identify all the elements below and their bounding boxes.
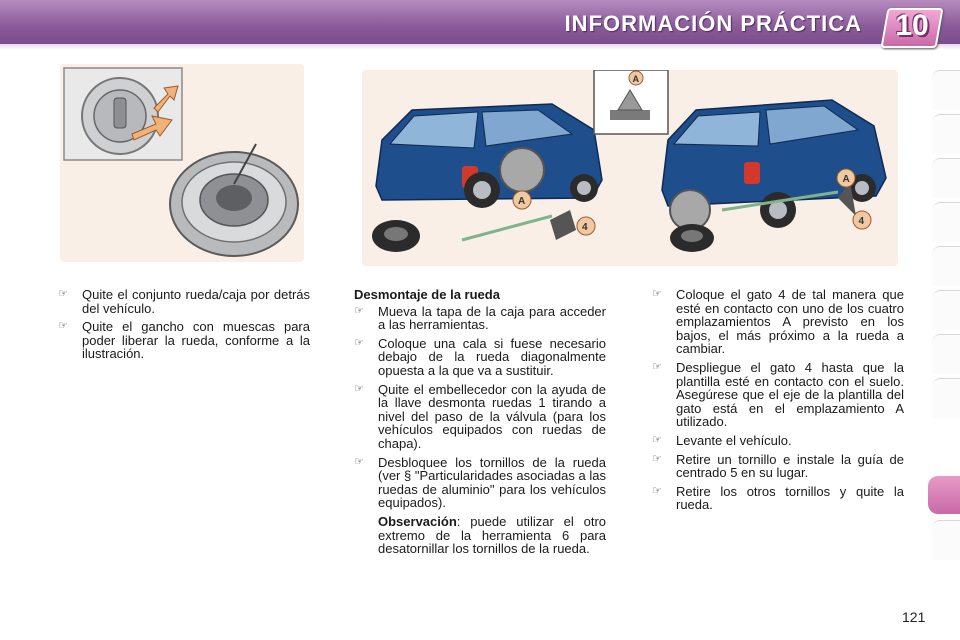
list-item: ☞ Quite el embellecedor con la ayuda de la llave desmonta ruedas 1 tirando a nivel del paso de la válvula (para los vehículos equipados con ruedas de chapa). [354,381,606,451]
chapter-tab-active[interactable] [928,476,960,514]
note-text: : puede utilizar el otro extremo de la herramienta 6 para desatornillar los tornillos de la rueda. [378,513,606,557]
pointing-hand-icon: ☞ [652,484,662,497]
column-3 [652,288,904,517]
list-item: ☞ Desbloquee los tornillos de la rueda (ver § "Particularidades asociadas a las ruedas de aluminio" para los vehículos equipados). [354,454,606,511]
list-item: ☞ Coloque el gato 4 de tal manera que esté en contacto con uno de los cuatro emplazamientos A previsto en los bajos, el más próximo a la rueda a cambiar. [652,287,904,357]
pointing-hand-icon: ☞ [652,433,662,446]
note [354,515,606,556]
chapter-tab[interactable] [932,520,960,560]
spare-wheel-illustration [60,64,304,262]
pointing-hand-icon: ☞ [58,320,68,333]
list-item: ☞ Retire los otros tornillos y quite la rueda. [652,483,904,513]
chapter-tab[interactable] [932,202,960,242]
label-a-inset: A [632,74,639,84]
car-jack-illustration [362,70,898,266]
chapter-tab[interactable] [932,70,960,110]
list-item: ☞ Retire un tornillo e instale la guía de centrado 5 en su lugar. [652,451,904,481]
spare-wheel-icon [60,64,304,262]
page-title: INFORMACIÓN PRÁCTICA [564,11,862,36]
pointing-hand-icon: ☞ [354,382,364,395]
section-title: Desmontaje de la rueda [354,287,500,302]
note-label: Observación [378,513,457,529]
list-item: ☞ Coloque una cala si fuese necesario debajo de la rueda diagonalmente opuesta a la que va a sustituir. [354,335,606,378]
pointing-hand-icon: ☞ [58,288,68,300]
list-item: ☞ Mueva la tapa de la caja para acceder a las herramientas. [354,303,606,333]
label-4: 4 [582,222,588,233]
list-item: ☞ Quite el gancho con muescas para poder liberar la rueda, conforme a la ilustración. [58,319,310,362]
label-a: A [518,196,526,207]
label-4-2: 4 [858,216,865,227]
column-1 [58,288,310,366]
header-stripe [0,44,960,50]
chapter-tab[interactable] [932,246,960,286]
chapter-tab[interactable] [932,114,960,154]
pointing-hand-icon: ☞ [354,304,364,317]
page-number: 121 [902,609,926,625]
chapter-tab[interactable] [932,290,960,330]
chapter-tabs [928,70,960,570]
pointing-hand-icon: ☞ [652,360,662,373]
list-item: ☞ Quite el conjunto rueda/caja por detrás del vehículo. [58,287,310,316]
chapter-number: 10 [895,9,929,42]
column-2 [354,288,606,556]
car-jack-icon [362,70,898,266]
list-item: ☞ Levante el vehículo. [652,432,792,448]
pointing-hand-icon: ☞ [652,452,662,465]
pointing-hand-icon: ☞ [652,288,662,300]
label-a-2: A [842,174,850,185]
pointing-hand-icon: ☞ [354,336,364,349]
chapter-tab[interactable] [932,334,960,374]
list-item: ☞ Despliegue el gato 4 hasta que la plantilla esté en contacto con el suelo. Asegúrese que el eje de la plantilla del gato está en el emplazamiento A utilizado. [652,359,904,430]
pointing-hand-icon: ☞ [354,455,364,468]
chapter-tab[interactable] [932,158,960,198]
chapter-tab[interactable] [932,378,960,418]
